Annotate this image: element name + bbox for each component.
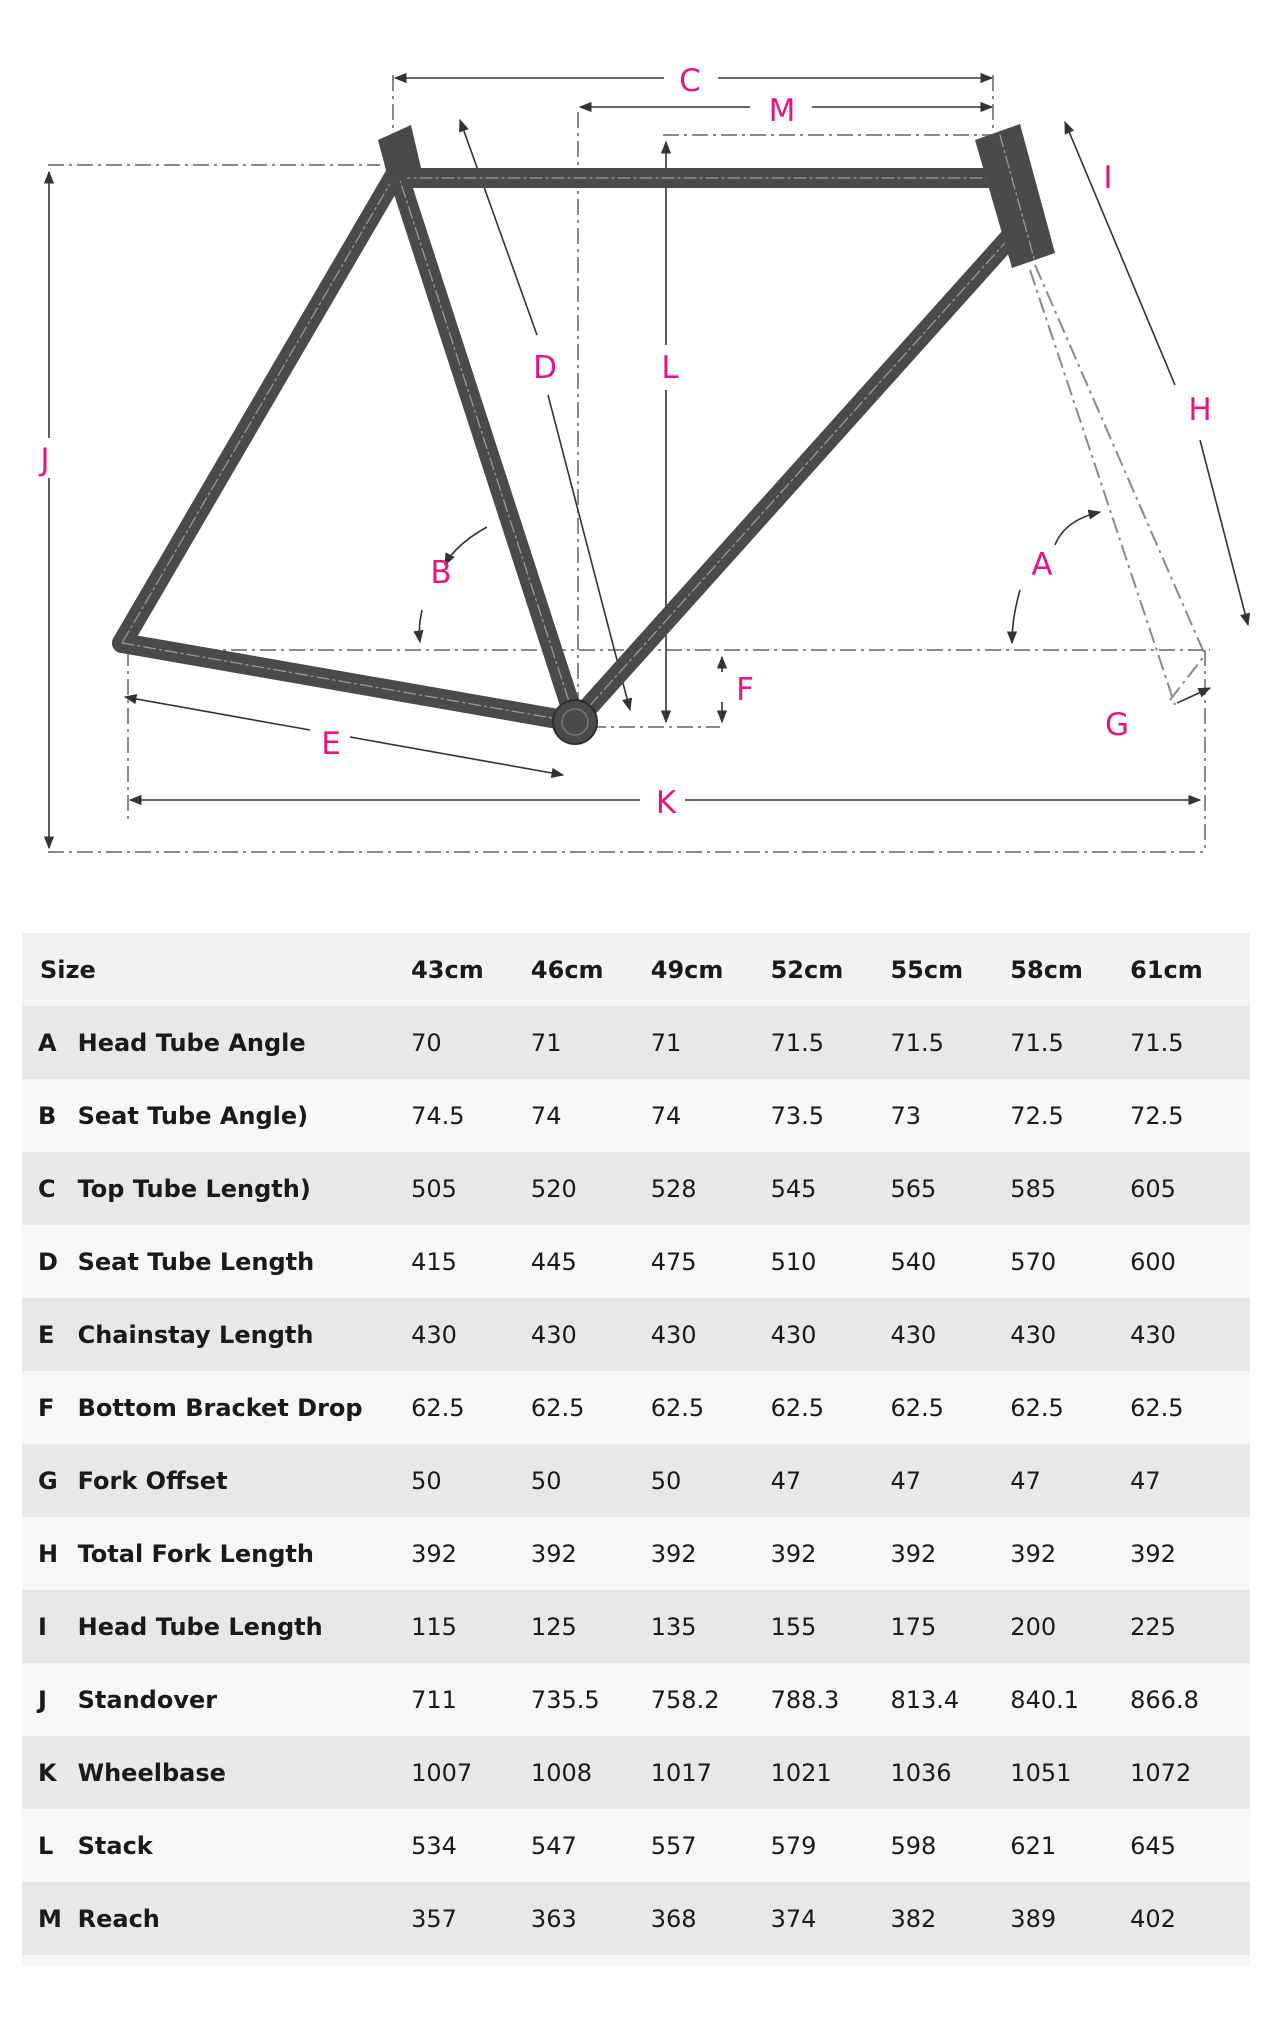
label-i: I (1103, 160, 1113, 196)
row-letter: I (38, 1612, 47, 1641)
row-value: 557 (650, 1831, 697, 1860)
row-measurement-name: Reach (77, 1904, 160, 1933)
row-value: 1021 (770, 1758, 832, 1787)
row-value: 62.5 (650, 1393, 705, 1422)
row-value: 392 (650, 1539, 697, 1568)
table-header-row (22, 933, 1250, 1006)
row-value: 47 (890, 1466, 921, 1495)
row-value: 200 (1010, 1612, 1057, 1641)
row-value: 74.5 (411, 1101, 465, 1130)
table-bottom-strip (22, 1955, 1250, 1965)
row-value: 392 (890, 1539, 937, 1568)
row-value: 445 (530, 1247, 577, 1276)
row-value: 415 (411, 1247, 457, 1276)
row-value: 62.5 (770, 1393, 825, 1422)
size-column-header: 61cm (1130, 955, 1203, 984)
label-f: F (736, 672, 754, 708)
size-column-header: 43cm (411, 955, 484, 984)
row-measurement-name: Top Tube Length) (77, 1174, 311, 1203)
table-row (22, 1736, 1250, 1809)
row-letter: B (38, 1101, 57, 1130)
row-value: 510 (770, 1247, 817, 1276)
row-letter: K (38, 1758, 57, 1787)
row-value: 600 (1130, 1247, 1176, 1276)
frame-geometry-diagram (0, 0, 1280, 880)
row-letter: A (38, 1028, 57, 1057)
row-value: 115 (411, 1612, 457, 1641)
row-value: 711 (411, 1685, 457, 1714)
table-row (22, 1079, 1250, 1152)
size-column-header: 46cm (530, 955, 604, 984)
row-value: 735.5 (530, 1685, 600, 1714)
table-row (22, 1006, 1250, 1079)
row-value: 71.5 (890, 1028, 944, 1057)
row-value: 175 (890, 1612, 937, 1641)
label-c: C (679, 63, 701, 99)
row-value: 368 (650, 1904, 697, 1933)
row-value: 645 (1130, 1831, 1176, 1860)
size-column-header: 52cm (770, 955, 844, 984)
row-value: 505 (411, 1174, 457, 1203)
row-value: 47 (770, 1466, 802, 1495)
row-value: 62.5 (1130, 1393, 1184, 1422)
row-value: 520 (530, 1174, 577, 1203)
row-value: 374 (770, 1904, 817, 1933)
row-value: 430 (411, 1320, 457, 1349)
label-m: M (768, 93, 796, 129)
row-value: 382 (890, 1904, 937, 1933)
row-value: 570 (1010, 1247, 1057, 1276)
label-h: H (1188, 392, 1212, 428)
row-value: 430 (1010, 1320, 1057, 1349)
row-letter: M (38, 1904, 62, 1933)
row-value: 1017 (650, 1758, 712, 1787)
table-row (22, 1371, 1250, 1444)
row-value: 430 (770, 1320, 817, 1349)
row-value: 70 (411, 1028, 442, 1057)
table-row (22, 1444, 1250, 1517)
row-measurement-name: Standover (77, 1685, 218, 1714)
row-measurement-name: Wheelbase (77, 1758, 226, 1787)
row-value: 74 (530, 1101, 562, 1130)
row-value: 71.5 (1010, 1028, 1064, 1057)
row-value: 1051 (1010, 1758, 1072, 1787)
row-measurement-name: Seat Tube Length (77, 1247, 315, 1276)
row-value: 840.1 (1010, 1685, 1080, 1714)
row-value: 430 (650, 1320, 697, 1349)
row-value: 125 (530, 1612, 577, 1641)
row-value: 1072 (1130, 1758, 1192, 1787)
label-k: K (655, 785, 677, 821)
label-l: L (661, 350, 679, 386)
row-value: 788.3 (770, 1685, 840, 1714)
table-row (22, 1663, 1250, 1736)
row-value: 1007 (411, 1758, 473, 1787)
row-value: 47 (1010, 1466, 1041, 1495)
row-measurement-name: Bottom Bracket Drop (77, 1393, 363, 1422)
row-value: 62.5 (890, 1393, 944, 1422)
row-measurement-name: Stack (77, 1831, 153, 1860)
row-value: 62.5 (530, 1393, 585, 1422)
label-e: E (321, 726, 341, 762)
row-value: 547 (530, 1831, 577, 1860)
row-value: 74 (650, 1101, 682, 1130)
row-value: 392 (770, 1539, 817, 1568)
row-value: 155 (770, 1612, 817, 1641)
row-value: 62.5 (411, 1393, 465, 1422)
row-letter: L (38, 1831, 54, 1860)
row-value: 540 (890, 1247, 937, 1276)
row-value: 621 (1010, 1831, 1057, 1860)
row-value: 392 (1130, 1539, 1176, 1568)
size-column-header: 58cm (1010, 955, 1083, 984)
row-value: 135 (650, 1612, 697, 1641)
row-letter: F (38, 1393, 55, 1422)
row-value: 50 (530, 1466, 562, 1495)
label-b: B (430, 555, 452, 591)
geometry-table (22, 933, 1250, 1955)
row-value: 73 (890, 1101, 921, 1130)
row-value: 605 (1130, 1174, 1176, 1203)
row-measurement-name: Seat Tube Angle) (77, 1101, 309, 1130)
row-value: 71 (530, 1028, 562, 1057)
row-measurement-name: Fork Offset (77, 1466, 228, 1495)
row-value: 579 (770, 1831, 817, 1860)
row-measurement-name: Head Tube Angle (77, 1028, 306, 1057)
row-value: 585 (1010, 1174, 1057, 1203)
row-value: 72.5 (1130, 1101, 1184, 1130)
row-measurement-name: Chainstay Length (77, 1320, 314, 1349)
label-d: D (533, 350, 557, 386)
row-value: 430 (1130, 1320, 1176, 1349)
row-value: 72.5 (1010, 1101, 1064, 1130)
row-measurement-name: Total Fork Length (77, 1539, 314, 1568)
row-value: 392 (530, 1539, 577, 1568)
row-measurement-name: Head Tube Length (77, 1612, 323, 1641)
row-value: 545 (770, 1174, 817, 1203)
row-value: 813.4 (890, 1685, 960, 1714)
row-letter: E (38, 1320, 55, 1349)
row-value: 71.5 (770, 1028, 825, 1057)
row-letter: H (38, 1539, 59, 1568)
size-header: Size (40, 955, 96, 984)
row-letter: D (38, 1247, 58, 1276)
size-column-header: 55cm (890, 955, 964, 984)
row-value: 47 (1130, 1466, 1161, 1495)
row-value: 357 (411, 1904, 457, 1933)
row-value: 475 (650, 1247, 697, 1276)
row-value: 1008 (530, 1758, 592, 1787)
table-row (22, 1298, 1250, 1371)
row-letter: C (38, 1174, 56, 1203)
row-value: 430 (890, 1320, 937, 1349)
row-value: 758.2 (650, 1685, 720, 1714)
row-value: 534 (411, 1831, 457, 1860)
label-a: A (1031, 547, 1053, 583)
row-value: 50 (411, 1466, 442, 1495)
row-value: 225 (1130, 1612, 1176, 1641)
table-row (22, 1590, 1250, 1663)
row-value: 565 (890, 1174, 937, 1203)
row-value: 71 (650, 1028, 682, 1057)
row-value: 73.5 (770, 1101, 825, 1130)
row-value: 62.5 (1010, 1393, 1064, 1422)
table-row (22, 1882, 1250, 1955)
table-row (22, 1225, 1250, 1298)
row-value: 528 (650, 1174, 697, 1203)
row-value: 392 (411, 1539, 457, 1568)
row-letter: J (38, 1685, 47, 1714)
label-g: G (1104, 707, 1130, 743)
row-value: 402 (1130, 1904, 1176, 1933)
row-value: 430 (530, 1320, 577, 1349)
row-value: 392 (1010, 1539, 1057, 1568)
label-j: J (40, 442, 50, 478)
table-row (22, 1809, 1250, 1882)
table-row (22, 1517, 1250, 1590)
row-value: 389 (1010, 1904, 1057, 1933)
row-value: 71.5 (1130, 1028, 1184, 1057)
size-column-header: 49cm (650, 955, 724, 984)
row-value: 598 (890, 1831, 937, 1860)
row-value: 363 (530, 1904, 577, 1933)
table-row (22, 1152, 1250, 1225)
row-value: 866.8 (1130, 1685, 1199, 1714)
row-value: 1036 (890, 1758, 952, 1787)
row-value: 50 (650, 1466, 682, 1495)
row-letter: G (38, 1466, 58, 1495)
